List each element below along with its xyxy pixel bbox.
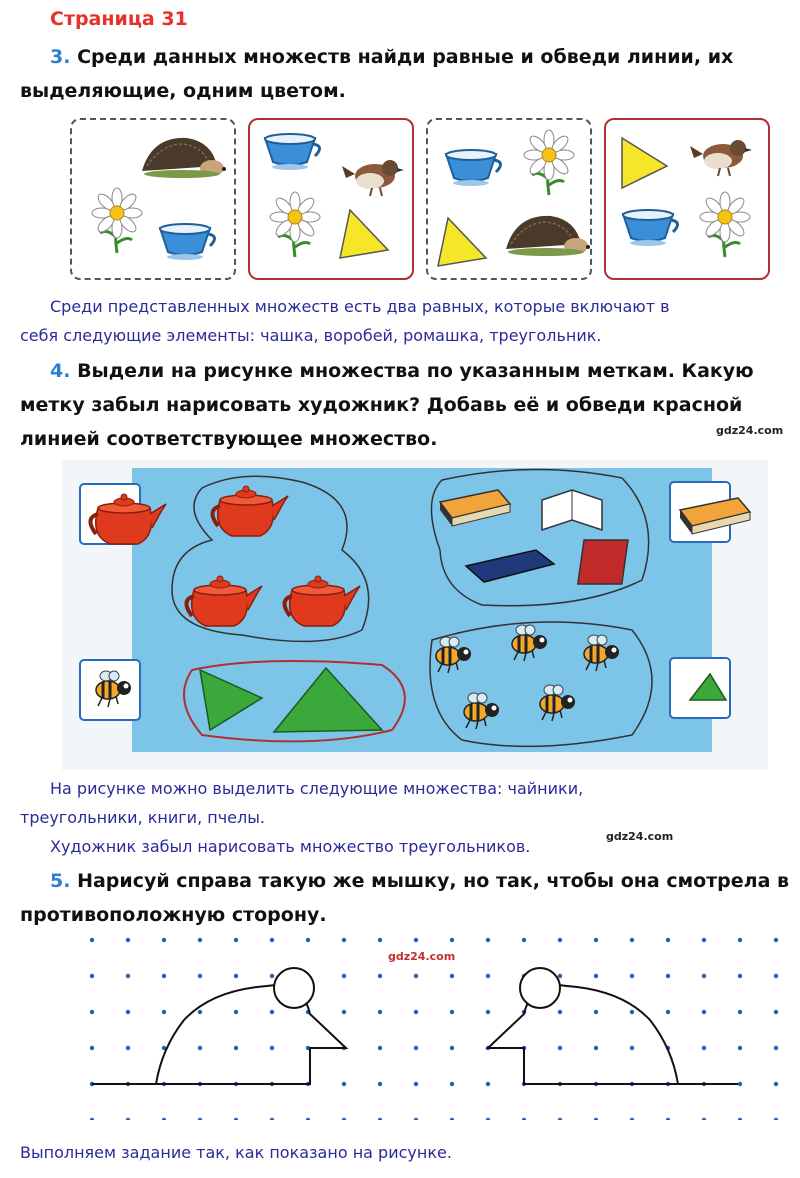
grid-dot	[738, 1010, 742, 1014]
grid-dot	[594, 1046, 598, 1050]
grid-dot	[414, 1082, 418, 1086]
grid-dot	[666, 1010, 670, 1014]
grid-dot	[342, 1010, 346, 1014]
grid-dot	[558, 1046, 562, 1050]
task5-number: 5.	[50, 870, 71, 892]
task5-text	[20, 864, 789, 932]
watermark-2: gdz24.com	[606, 830, 674, 843]
grid-dot	[414, 974, 418, 978]
task3-line2: выделяющие, одним цветом.	[20, 80, 346, 102]
grid-dot	[666, 974, 670, 978]
watermark-3: gdz24.com	[388, 950, 456, 963]
task4-line3: линией соответствующее множество.	[20, 428, 438, 450]
task4-text	[20, 354, 754, 456]
grid-dot	[198, 1118, 202, 1120]
grid-dot	[414, 1010, 418, 1014]
task3-number: 3.	[50, 46, 71, 68]
grid-dot	[162, 1118, 166, 1120]
grid-dot	[270, 1118, 274, 1120]
grid-dot	[234, 1010, 238, 1014]
task5-line2: противоположную сторону.	[20, 904, 327, 926]
mouse-right	[488, 968, 738, 1084]
task3-answer-line1: Среди представленных множеств есть два равных, которые включают в	[50, 297, 670, 316]
grid-dot	[306, 938, 310, 942]
grid-dot	[450, 1046, 454, 1050]
grid-dot	[702, 1010, 706, 1014]
grid-dot	[126, 1046, 130, 1050]
grid-dot	[378, 974, 382, 978]
grid-dot	[306, 1118, 310, 1120]
grid-dot	[342, 938, 346, 942]
task4-number: 4.	[50, 360, 71, 382]
grid-dot	[270, 1046, 274, 1050]
task4-answer-line3: Художник забыл нарисовать множество треугольников.	[50, 837, 531, 856]
grid-dot	[270, 974, 274, 978]
page-title: Страница 31	[50, 8, 188, 30]
grid-dot	[378, 1082, 382, 1086]
task4-line2: метку забыл нарисовать художник? Добавь её и обведи красной	[20, 394, 743, 416]
grid-dot	[486, 1082, 490, 1086]
grid-dot	[90, 1046, 94, 1050]
grid-dot	[234, 974, 238, 978]
grid-dot	[558, 974, 562, 978]
grid-dot	[630, 1010, 634, 1014]
grid-dot	[450, 1082, 454, 1086]
grid-dot	[378, 938, 382, 942]
grid-dot	[594, 974, 598, 978]
grid-dot	[666, 938, 670, 942]
task5-answer	[20, 1138, 452, 1167]
grid-dot	[198, 1010, 202, 1014]
grid-dot	[234, 1046, 238, 1050]
grid-dot	[594, 1010, 598, 1014]
grid-dot	[126, 1010, 130, 1014]
grid-dot	[162, 974, 166, 978]
task4-illustration	[62, 460, 768, 770]
grid-dot	[630, 938, 634, 942]
grid-dot	[162, 938, 166, 942]
grid-dot	[450, 938, 454, 942]
grid-dot	[270, 938, 274, 942]
grid-dot	[90, 938, 94, 942]
grid-dot	[378, 1118, 382, 1120]
mouse-left	[92, 968, 346, 1084]
grid-dot	[414, 938, 418, 942]
grid-dot	[486, 938, 490, 942]
watermark-1: gdz24.com	[716, 424, 784, 437]
grid-dot	[522, 938, 526, 942]
grid-dot	[594, 1118, 598, 1120]
task5-answer-line1: Выполняем задание так, как показано на рисунке.	[20, 1143, 452, 1162]
grid-dot	[558, 1118, 562, 1120]
grid-dot	[270, 1010, 274, 1014]
grid-dot	[378, 1046, 382, 1050]
grid-dot	[378, 1010, 382, 1014]
grid-dot	[594, 938, 598, 942]
grid-dot	[450, 974, 454, 978]
grid-dot	[558, 938, 562, 942]
grid-dot	[342, 974, 346, 978]
grid-dot	[234, 938, 238, 942]
grid-dot	[234, 1118, 238, 1120]
grid-dot	[774, 1082, 778, 1086]
grid-dot	[198, 974, 202, 978]
grid-dot	[90, 974, 94, 978]
grid-dot	[90, 1010, 94, 1014]
grid-dot	[666, 1118, 670, 1120]
grid-dot	[342, 1082, 346, 1086]
grid-dot	[738, 1082, 742, 1086]
grid-dot	[342, 1118, 346, 1120]
grid-dot	[702, 938, 706, 942]
grid-dot	[450, 1010, 454, 1014]
grid-dot	[630, 1046, 634, 1050]
grid-dot	[126, 1118, 130, 1120]
task5-line1: Нарисуй справа такую же мышку, но так, чтобы она смотрела в	[77, 870, 790, 892]
grid-dot	[414, 1118, 418, 1120]
grid-dot	[486, 1118, 490, 1120]
grid-dot	[630, 1118, 634, 1120]
grid-dot	[774, 974, 778, 978]
task3-drawings	[68, 116, 768, 281]
task3-text	[20, 40, 733, 108]
grid-dot	[486, 974, 490, 978]
grid-dot	[90, 1118, 94, 1120]
grid-dot	[450, 1118, 454, 1120]
grid-dot	[738, 938, 742, 942]
grid-dot	[774, 1046, 778, 1050]
task4-answer-line1: На рисунке можно выделить следующие множества: чайники,	[50, 779, 584, 798]
grid-dot	[414, 1046, 418, 1050]
grid-dot	[486, 1010, 490, 1014]
grid-dot	[702, 1118, 706, 1120]
grid-dot	[738, 1046, 742, 1050]
task4-line1: Выдели на рисунке множества по указанным меткам. Какую	[77, 360, 754, 382]
grid-dot	[162, 1010, 166, 1014]
task4-answer-line2: треугольники, книги, пчелы.	[20, 808, 265, 827]
hedgehog-icon	[142, 138, 226, 178]
task3-answer-line2: себя следующие элементы: чашка, воробей, ромашка, треугольник.	[20, 326, 602, 345]
task3-line1: Среди данных множеств найди равные и обведи линии, их	[77, 46, 734, 68]
task3-sets	[68, 116, 768, 281]
task3-answer	[20, 292, 670, 350]
grid-dot	[774, 1118, 778, 1120]
grid-dot	[774, 1010, 778, 1014]
grid-dot	[702, 974, 706, 978]
grid-dot	[702, 1046, 706, 1050]
grid-dot	[558, 1010, 562, 1014]
grid-dot	[126, 974, 130, 978]
grid-dot	[198, 938, 202, 942]
grid-dot	[738, 1118, 742, 1120]
grid-dot	[126, 938, 130, 942]
task4-answer	[20, 774, 583, 861]
grid-dot	[522, 1118, 526, 1120]
grid-dot	[198, 1046, 202, 1050]
grid-dot	[738, 974, 742, 978]
grid-dot	[630, 974, 634, 978]
grid-dot	[774, 938, 778, 942]
